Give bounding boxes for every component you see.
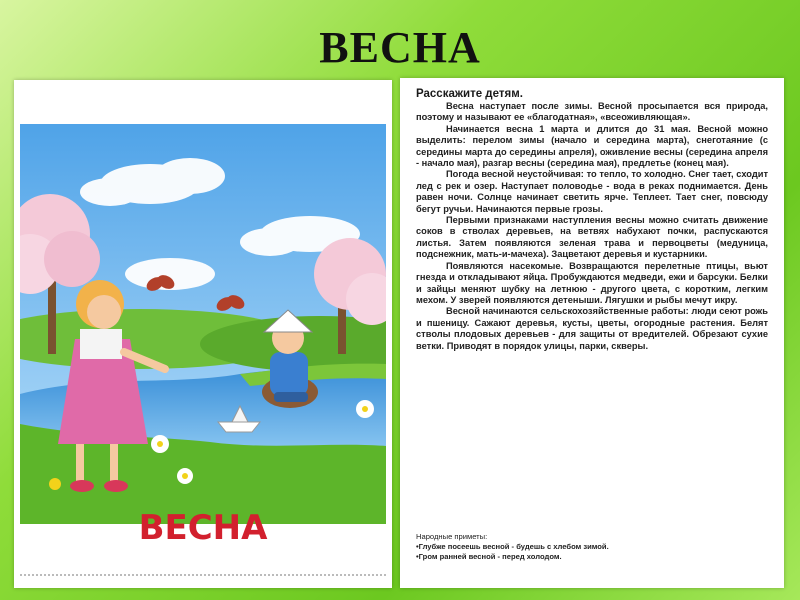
paragraph: Погода весной неустойчивая: то тепло, то холодно. Снег тает, сходит лед с рек и озер. Наступает половодье - вода в реках поднимается. День равен ночи. Солнце начинает светить ярче. Теплеет. Тает снег, повсюду бегут ручьи. Начинаются первые грозы. [416, 169, 768, 214]
paragraph: Первыми признаками наступления весны можно считать движение соков в стволах деревьев, на ветвях набухают почки, распускаются листья. Затем появляются зеленая трава и первоцветы (медуница, подснежник, мать-и-мачеха). Зацветают деревья и кустарники. [416, 215, 768, 260]
illustration-card [14, 80, 392, 588]
signs-heading: Народные приметы: [416, 532, 488, 541]
spring-illustration [20, 124, 386, 524]
sign-item: •Глубже посеешь весной - будешь с хлебом зимой. [416, 542, 609, 551]
paragraph: Весной начинаются сельскохозяйственные работы: люди сеют рожь и пшеницу. Сажают деревья, кусты, цветы, огородные растения. Белят стволы плодовых деревьев - для защиты от вредителей. Обрезают сухие ветки. Приводят в порядок улицы, парки, скверы. [416, 306, 768, 351]
card-caption: ВЕСНА [138, 508, 268, 548]
paragraph: Начинается весна 1 марта и длится до 31 мая. Весной можно выделить: перелом зимы (начало и середина марта), снеготаяние (с середины марта до середины апреля), оживление весны (середина апреля - начало мая), разгар весны (середина мая), предлетье (конец мая). [416, 123, 768, 169]
paragraph: Появляются насекомые. Возвращаются перелетные птицы, вьют гнезда и откладывают яйца. Пробуждаются медведи, ежи и барсуки. Белки и зайцы меняют шубку на летнюю - другого цвета, с коротким, легким мехом. У зверей появляются детеныши. Лягушки и рыбы мечут икру. [416, 260, 768, 305]
text-heading: Расскажите детям. [416, 88, 523, 100]
text-card [400, 78, 784, 588]
story-text [416, 88, 768, 352]
folk-signs [416, 532, 768, 562]
sign-item: •Гром ранней весной - перед холодом. [416, 552, 562, 561]
dotted-divider [20, 574, 386, 576]
page-title: ВЕСНА [319, 23, 481, 72]
paragraph: Весна наступает после зимы. Весной просыпается вся природа, поэтому и называют ее «благодатная», «всеоживляющая». [416, 101, 768, 123]
